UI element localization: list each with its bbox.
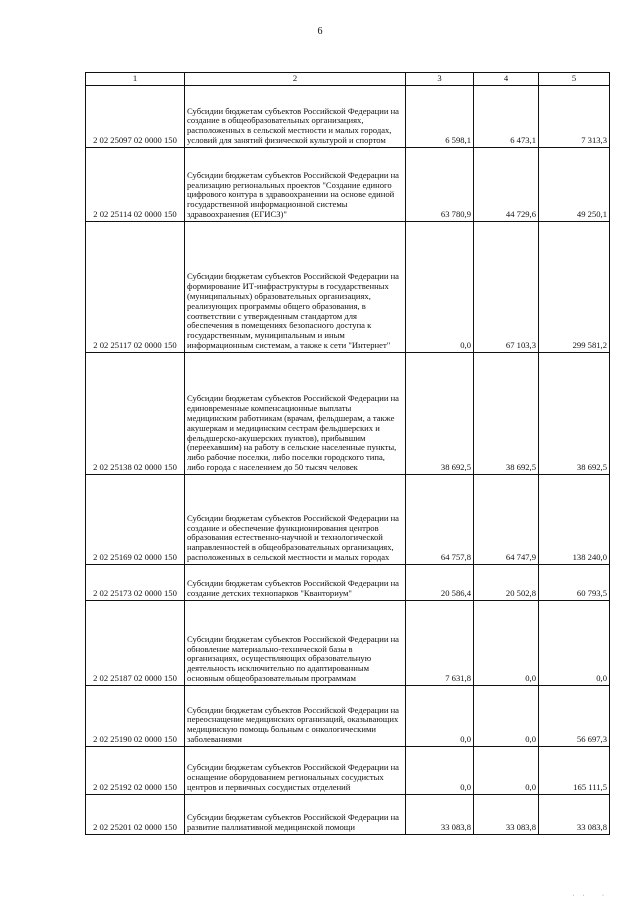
value-col3: 7 631,8 (406, 601, 474, 686)
value-col3: 0,0 (406, 686, 474, 747)
value-col5: 299 581,2 (539, 222, 610, 353)
value-col5: 138 240,0 (539, 475, 610, 565)
subsidy-description: Субсидии бюджетам субъектов Российской Федерации на развитие паллиативной медицинской помощи (185, 795, 406, 835)
value-col3: 0,0 (406, 222, 474, 353)
budget-code: 2 02 25187 02 0000 150 (86, 601, 185, 686)
header-cell: 3 (406, 73, 474, 86)
subsidy-description: Субсидии бюджетам субъектов Российской Федерации на переоснащение медицинских организаций, оказывающих медицинскую помощь больным с онкологическими заболеваниями (185, 686, 406, 747)
value-col5: 165 111,5 (539, 747, 610, 795)
value-col3: 0,0 (406, 747, 474, 795)
value-col5: 56 697,3 (539, 686, 610, 747)
table-row (86, 601, 610, 686)
value-col5: 38 692,5 (539, 353, 610, 475)
value-col5: 33 083,8 (539, 795, 610, 835)
value-col4: 44 729,6 (474, 148, 539, 222)
subsidy-description: Субсидии бюджетам субъектов Российской Федерации на создание детских технопарков "Кванториум" (185, 565, 406, 601)
budget-code: 2 02 25169 02 0000 150 (86, 475, 185, 565)
table-row (86, 222, 610, 353)
subsidy-description: Субсидии бюджетам субъектов Российской Федерации на реализацию региональных проектов "Создание единого цифрового контура в здравоохранении на основе единой государственной информационной системы здравоохранения (ЕГИСЗ)" (185, 148, 406, 222)
budget-code: 2 02 25173 02 0000 150 (86, 565, 185, 601)
table-row (86, 353, 610, 475)
subsidy-description: Субсидии бюджетам субъектов Российской Федерации на создание в общеобразовательных организациях, расположенных в сельской местности и малых городах, условий для занятий физической культурой и спортом (185, 86, 406, 148)
value-col3: 33 083,8 (406, 795, 474, 835)
budget-code: 2 02 25097 02 0000 150 (86, 86, 185, 148)
table-row (86, 475, 610, 565)
scan-mark: ·· · (572, 893, 612, 899)
value-col5: 7 313,3 (539, 86, 610, 148)
value-col3: 64 757,8 (406, 475, 474, 565)
table-row (86, 686, 610, 747)
subsidy-description: Субсидии бюджетам субъектов Российской Федерации на оснащение оборудованием региональных сосудистых центров и первичных сосудистых отделений (185, 747, 406, 795)
value-col4: 0,0 (474, 747, 539, 795)
budget-code: 2 02 25114 02 0000 150 (86, 148, 185, 222)
subsidy-description: Субсидии бюджетам субъектов Российской Федерации на формирование ИТ-инфраструктуры в государственных (муниципальных) образовательных организациях, реализующих программы общего образования, в соответствии с утвержденным стандартом для обеспечения в помещениях безопасного доступа к государственным, муниципальным и иным информационным системам, а также к сети "Интернет" (185, 222, 406, 353)
table-row (86, 747, 610, 795)
budget-code: 2 02 25117 02 0000 150 (86, 222, 185, 353)
value-col3: 63 780,9 (406, 148, 474, 222)
subsidy-description: Субсидии бюджетам субъектов Российской Федерации на единовременные компенсационные выплаты медицинским работникам (врачам, фельдшерам, а также акушеркам и медицинским сестрам фельдшерских и фельдшерско-акушерских пунктов), прибывшим (переехавшим) на работу в сельские населенные пункты, либо рабочие поселки, либо поселки городского типа, либо города с населением до 50 тысяч человек (185, 353, 406, 475)
value-col3: 20 586,4 (406, 565, 474, 601)
value-col4: 33 083,8 (474, 795, 539, 835)
subsidy-description: Субсидии бюджетам субъектов Российской Федерации на обновление материально-технической базы в организациях, осуществляющих образовательную деятельность исключительно по адаптированным основным общеобразовательным программам (185, 601, 406, 686)
value-col4: 38 692,5 (474, 353, 539, 475)
value-col5: 49 250,1 (539, 148, 610, 222)
header-cell: 5 (539, 73, 610, 86)
table-header-row (86, 73, 610, 86)
table-row (86, 565, 610, 601)
value-col5: 60 793,5 (539, 565, 610, 601)
table-row (86, 795, 610, 835)
value-col3: 6 598,1 (406, 86, 474, 148)
budget-code: 2 02 25138 02 0000 150 (86, 353, 185, 475)
page-number: 6 (317, 26, 323, 37)
header-cell: 1 (86, 73, 185, 86)
header-cell: 4 (474, 73, 539, 86)
subsidy-description: Субсидии бюджетам субъектов Российской Федерации на создание и обеспечение функционирования центров образования естественно-научной и технологической направленностей в общеобразовательных организациях, расположенных в сельской местности и малых городах (185, 475, 406, 565)
table-row (86, 148, 610, 222)
value-col3: 38 692,5 (406, 353, 474, 475)
table-row (86, 86, 610, 148)
value-col4: 0,0 (474, 601, 539, 686)
value-col4: 20 502,8 (474, 565, 539, 601)
value-col5: 0,0 (539, 601, 610, 686)
budget-code: 2 02 25201 02 0000 150 (86, 795, 185, 835)
budget-code: 2 02 25190 02 0000 150 (86, 686, 185, 747)
value-col4: 67 103,3 (474, 222, 539, 353)
value-col4: 64 747,9 (474, 475, 539, 565)
budget-table (85, 72, 610, 835)
value-col4: 6 473,1 (474, 86, 539, 148)
header-cell: 2 (185, 73, 406, 86)
budget-code: 2 02 25192 02 0000 150 (86, 747, 185, 795)
value-col4: 0,0 (474, 686, 539, 747)
